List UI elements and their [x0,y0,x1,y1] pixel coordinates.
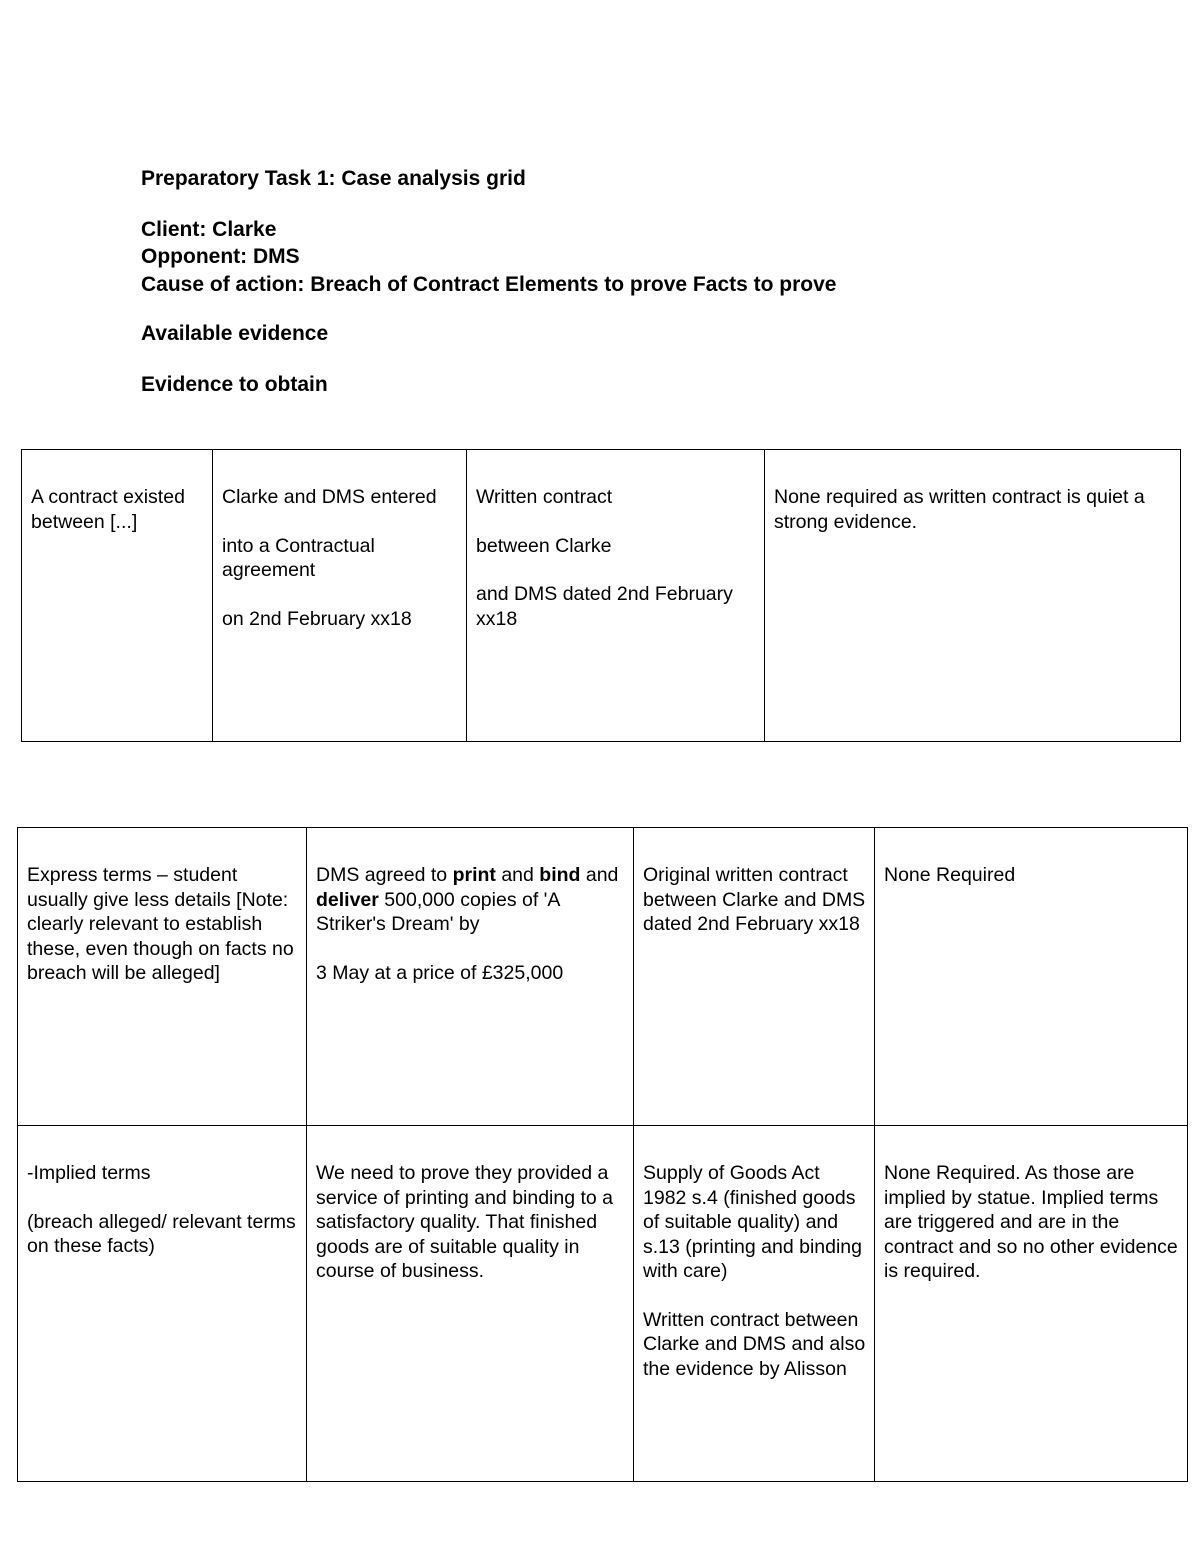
evidence-to-obtain-cell [875,828,1188,1126]
evidence-to-obtain-text: None required as written contract is quiet a strong evidence. [774,486,1145,533]
deliver-keyword: deliver [316,888,379,911]
cause-of-action-line: Cause of action: Breach of Contract Elements to prove Facts to prove [141,273,837,296]
element-text: -Implied terms [27,1162,151,1184]
contract-existence-table [21,449,1181,742]
available-evidence-text: Original written contract between Clarke and DMS dated 2nd February xx18 [643,864,866,935]
evidence-to-obtain-text: None Required [884,864,1016,886]
facts-cell [307,828,634,1126]
evidence-to-obtain-cell [765,450,1181,742]
print-keyword: print [452,864,496,886]
facts-text: Clarke and DMS entered [222,486,437,508]
available-evidence-cell [467,450,765,742]
facts-text: into a Contractual agreement [222,534,375,581]
evidence-to-obtain-cell [875,1126,1188,1482]
facts-text: We need to prove they provided a service of printing and binding to a satisfactory quality. That finished goods are of suitable quality in course of business. [316,1162,614,1282]
available-evidence-heading: Available evidence [141,322,329,345]
facts-text: DMS agreed to print and bind and deliver 500,000 copies of 'A Striker's Dream' by [316,864,619,935]
facts-cell [307,1126,634,1482]
terms-table [17,827,1188,1482]
element-cell [18,828,307,1126]
client-line: Client: Clarke [141,218,277,241]
table-row [18,1126,1188,1482]
table-row [22,450,1181,742]
available-evidence-text: Written contract [476,486,613,508]
facts-text: on 2nd February xx18 [222,607,412,630]
evidence-to-obtain-text: None Required. As those are implied by statue. Implied terms are triggered and are in the contract and so no other evidence is required. [884,1162,1178,1282]
element-text: (breach alleged/ relevant terms on these facts) [27,1210,296,1257]
available-evidence-text: Supply of Goods Act 1982 s.4 (finished goods of suitable quality) and s.13 (printing and binding with care) [643,1162,862,1282]
element-text: Express terms – student usually give less details [Note: clearly relevant to establish these, even though on facts no breach will be alleged] [27,864,294,984]
facts-text: 3 May at a price of £325,000 [316,961,564,984]
available-evidence-text: and DMS dated 2nd February xx18 [476,583,733,630]
element-text: A contract existed between [...] [31,486,185,533]
bind-keyword: bind [539,864,581,886]
element-cell [22,450,213,742]
evidence-to-obtain-heading: Evidence to obtain [141,373,328,396]
opponent-line: Opponent: DMS [141,245,300,268]
available-evidence-cell [634,828,875,1126]
available-evidence-text: Written contract between Clarke and DMS and also the evidence by Alisson [643,1308,866,1380]
available-evidence-cell [634,1126,875,1482]
available-evidence-text: between Clarke [476,534,612,557]
page-title: Preparatory Task 1: Case analysis grid [141,167,526,190]
table-row [18,828,1188,1126]
element-cell [18,1126,307,1482]
facts-cell [213,450,467,742]
